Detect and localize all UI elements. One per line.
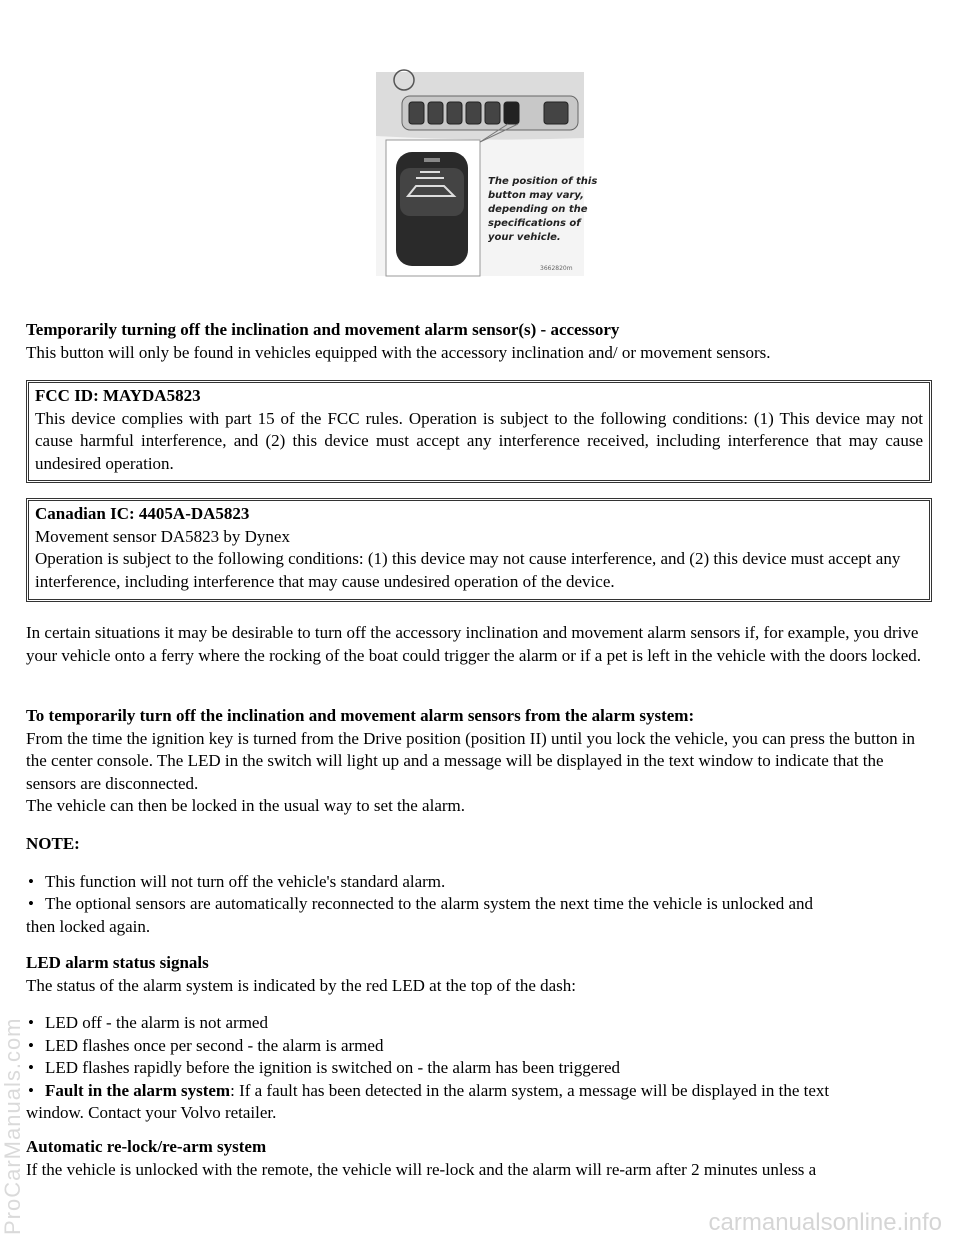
bullet-icon: • <box>28 1058 34 1077</box>
bullet-icon: • <box>28 894 34 913</box>
section-inclination-sensors <box>26 319 931 364</box>
bullet-icon: • <box>28 1080 34 1100</box>
note-list <box>26 871 931 916</box>
canadian-notice-box <box>26 498 932 602</box>
list-item-text: LED off - the alarm is not armed <box>45 1013 268 1032</box>
fcc-title: FCC ID: MAYDA5823 <box>35 386 201 405</box>
callout-line: depending on the <box>488 204 588 215</box>
canadian-title: Canadian IC: 4405A-DA5823 <box>35 504 250 523</box>
bullet-icon: • <box>28 871 34 891</box>
situations-text: In certain situations it may be desirable to turn off the accessory inclination and movement alarm sensors if, for example, you drive your vehicle onto a ferry where the rocking of the boat could trigger the alarm or if a pet is left in the vehicle with the doors locked. <box>26 623 922 665</box>
callout-line: button may vary, <box>488 190 584 201</box>
fault-continuation: window. Contact your Volvo retailer. <box>26 1103 277 1122</box>
note-title: NOTE: <box>26 834 80 853</box>
canadian-body: Operation is subject to the following conditions: (1) this device may not cause interference, and (2) this device must accept any interference, including interference that may cause undesired operation of the device. <box>35 549 901 591</box>
list-item-text: The optional sensors are automatically reconnected to the alarm system the next time the vehicle is unlocked and <box>45 894 814 913</box>
relock-section <box>26 1136 931 1181</box>
list-item <box>26 871 931 894</box>
fcc-notice-box <box>26 380 932 483</box>
fault-text: : If a fault has been detected in the alarm system, a message will be displayed in the text <box>230 1080 830 1100</box>
list-item <box>26 1057 931 1080</box>
list-item <box>26 1035 931 1058</box>
list-item <box>26 893 931 916</box>
situations-paragraph <box>26 622 931 667</box>
note-item-continuation: then locked again. <box>26 916 151 936</box>
fcc-body: This device complies with part 15 of the FCC rules. Operation is subject to the following conditions: (1) This device may not cause harmful interference, and (2) this device must accept any interference received, including interference that may cause undesired operation. <box>35 408 923 473</box>
bullet-icon: • <box>28 1035 34 1055</box>
led-list <box>26 1012 931 1102</box>
relock-title: Automatic re-lock/re-arm system <box>26 1137 267 1156</box>
turnoff-title: To temporarily turn off the inclination and movement alarm sensors from the alarm system: <box>26 706 695 725</box>
side-watermark <box>2 455 28 1242</box>
switch-panel-illustration <box>376 72 598 276</box>
list-item <box>26 1012 931 1035</box>
led-section <box>26 952 931 1125</box>
callout-line: your vehicle. <box>488 232 561 243</box>
list-item <box>26 1080 931 1103</box>
relock-body: If the vehicle is unlocked with the remote, the vehicle will re-lock and the alarm will re-arm after 2 minutes unless a <box>26 1159 817 1179</box>
canadian-line1: Movement sensor DA5823 by Dynex <box>35 526 290 546</box>
turnoff-body2: The vehicle can then be locked in the usual way to set the alarm. <box>26 796 466 815</box>
figure-code: 3662820m <box>540 265 573 272</box>
led-intro: The status of the alarm system is indicated by the red LED at the top of the dash: <box>26 975 576 995</box>
corner-watermark: carmanualsonline.info <box>708 1208 942 1236</box>
note-section <box>26 833 931 938</box>
section-body: This button will only be found in vehicles equipped with the accessory inclination and/ or movement sensors. <box>26 342 771 362</box>
callout-line: specifications of <box>488 218 581 229</box>
list-item-text: LED flashes rapidly before the ignition is switched on - the alarm has been triggered <box>45 1058 620 1077</box>
fault-label: Fault in the alarm system <box>45 1080 231 1100</box>
section-title: Temporarily turning off the inclination and movement alarm sensor(s) - accessory <box>26 320 620 339</box>
callout-line: The position of this <box>488 176 598 187</box>
side-watermark-text: ProCarManuals.com <box>0 1017 25 1235</box>
turnoff-body: From the time the ignition key is turned from the Drive position (position II) until you lock the vehicle, you can press the button in the center console. The LED in the switch will light up and a message will be displayed in the text window to indicate that the sensors are disconnected. <box>26 728 916 793</box>
section-turn-off <box>26 705 931 818</box>
bullet-icon: • <box>28 1013 34 1032</box>
list-item-text: LED flashes once per second - the alarm is armed <box>45 1035 384 1055</box>
led-title: LED alarm status signals <box>26 953 209 972</box>
list-item-text: This function will not turn off the vehicle's standard alarm. <box>45 871 446 891</box>
